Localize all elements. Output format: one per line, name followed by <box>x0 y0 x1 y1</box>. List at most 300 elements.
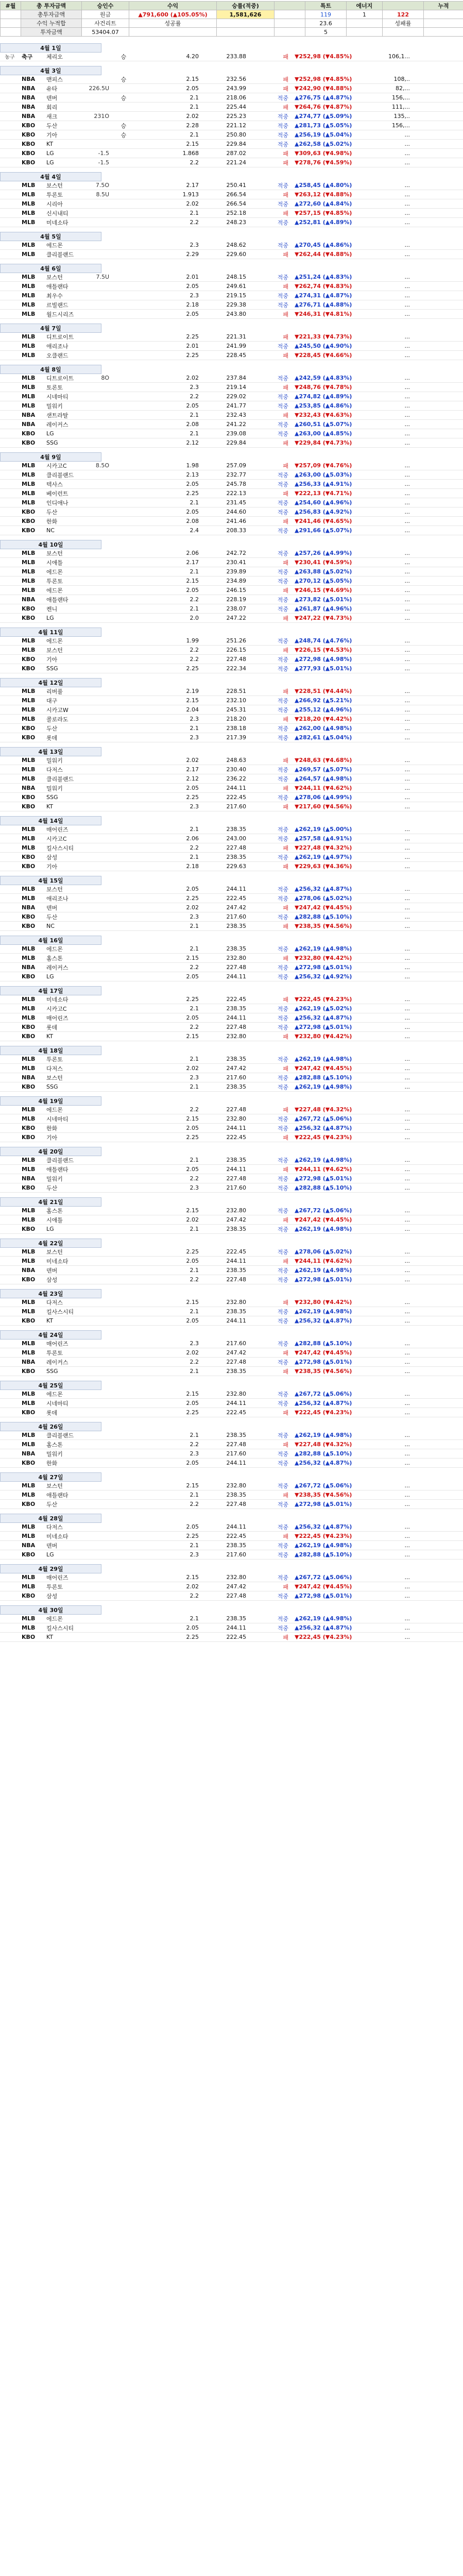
bet-cell-pick: 승 <box>121 94 127 101</box>
bet-cell-bl: ▼247,22 (▼4.73%) <box>295 615 352 621</box>
bet-cell-ac: ... <box>404 1523 410 1530</box>
bet-cell-ac: ... <box>404 886 410 892</box>
bet-cell-bl: ▲262,19 (▲4.98%) <box>295 945 352 952</box>
bet-cell-od: 2.3 <box>190 384 199 391</box>
bet-cell-rs: 적중 <box>277 1175 288 1182</box>
bet-cell-lg: MLB <box>22 647 36 653</box>
bet-cell-team: 매어린즈 <box>46 1014 68 1022</box>
bet-cell-st: 227.48 <box>226 1106 246 1113</box>
summary-cell <box>217 28 275 37</box>
summary-header-cell <box>383 2 424 10</box>
bet-cell-team: LG <box>46 1551 54 1558</box>
bet-cell-lg: MLB <box>22 637 36 644</box>
bet-cell-st: 257.09 <box>226 462 246 469</box>
date-header-row <box>0 748 463 756</box>
bet-cell-bl: ▼262,74 (▼4.83%) <box>295 283 352 290</box>
bet-cell-lg: KBO <box>22 1592 36 1599</box>
bet-cell-team: 롯데 <box>46 734 58 741</box>
page <box>0 1 463 1652</box>
bet-row <box>0 1573 463 1582</box>
bet-row <box>0 1082 463 1092</box>
bet-cell-team: 에드몬 <box>46 1615 63 1622</box>
date-section <box>0 66 463 167</box>
bet-cell-lg: MLB <box>22 1299 36 1306</box>
bet-cell-st: 244.11 <box>226 785 246 791</box>
bet-row <box>0 1541 463 1550</box>
bet-cell-ac: ... <box>404 1083 410 1090</box>
bet-row <box>0 498 463 507</box>
bet-cell-bl: ▲256,19 (▲5.04%) <box>295 131 352 138</box>
bet-cell-st: 246.15 <box>226 587 246 594</box>
date-header-row <box>0 987 463 995</box>
bet-cell-rs: 적중 <box>277 122 288 129</box>
bet-cell-rs: 적중 <box>277 1207 288 1214</box>
bet-cell-lg: KBO <box>22 1184 36 1191</box>
bet-cell-st: 221.12 <box>226 122 246 129</box>
bet-cell-st: 227.48 <box>226 964 246 971</box>
bet-cell-bl: ▲270,45 (▲4.86%) <box>295 242 352 248</box>
bet-cell-lg: KBO <box>22 665 36 672</box>
bet-row <box>0 351 463 360</box>
bet-cell-bl: ▲276,71 (▲4.88%) <box>295 301 352 308</box>
bet-cell-ac: ... <box>404 159 410 166</box>
summary-cell <box>217 19 275 28</box>
bet-cell-ac: ... <box>404 200 410 207</box>
bet-cell-ac: ... <box>404 242 410 248</box>
bet-cell-od: 2.05 <box>186 1400 199 1406</box>
bet-cell-bl: ▼222,45 (▼4.23%) <box>295 1634 352 1640</box>
bet-cell-od: 2.29 <box>186 251 199 258</box>
bet-cell-team: 레이커스 <box>46 421 68 428</box>
date-label: 4월 13일 <box>0 747 101 756</box>
bet-cell-bl: ▲256,32 (▲4.87%) <box>295 1460 352 1466</box>
bet-cell-lg: MLB <box>22 1258 36 1264</box>
bet-cell-st: 244.11 <box>226 1624 246 1631</box>
bet-cell-team: 시카고C <box>46 835 67 842</box>
bet-cell-od: 2.1 <box>190 1615 199 1622</box>
bet-cell-ac: ... <box>404 1166 410 1173</box>
summary-cell <box>424 10 463 19</box>
bet-cell-rs: 적중 <box>277 421 288 428</box>
bet-cell-team: 에드몬 <box>46 568 63 575</box>
bet-row <box>0 646 463 655</box>
bet-cell-bl: ▲282,88 (▲5.10%) <box>295 1450 352 1457</box>
bet-cell-lg: MLB <box>22 1492 36 1498</box>
bet-cell-od: 2.17 <box>186 182 199 189</box>
bet-cell-bl: ▲262,19 (▲4.98%) <box>295 1056 352 1062</box>
bet-cell-rs: 적중 <box>277 182 288 189</box>
bet-cell-od: 2.1 <box>190 499 199 506</box>
date-label: 4월 6일 <box>0 264 101 273</box>
bet-cell-od: 2.13 <box>186 471 199 478</box>
bet-cell-team: 삼성 <box>46 1592 58 1600</box>
bet-cell-od: 2.1 <box>190 1492 199 1498</box>
bet-cell-ac: ... <box>404 587 410 594</box>
bet-cell-lg: MLB <box>22 955 36 961</box>
bet-cell-od: 2.25 <box>186 1409 199 1416</box>
bet-cell-st: 248.23 <box>226 219 246 226</box>
bet-row <box>0 130 463 140</box>
bet-cell-team: 킬사스시티 <box>46 1308 74 1315</box>
bet-cell-st: 227.48 <box>226 1359 246 1365</box>
bet-cell-bl: ▼242,90 (▼4.88%) <box>295 85 352 92</box>
bet-cell-lg: MLB <box>22 1065 36 1072</box>
bet-cell-bl: ▲291,66 (▲5.07%) <box>295 527 352 534</box>
bet-cell-od: 2.05 <box>186 85 199 92</box>
bet-cell-team: 에드몬 <box>46 587 63 594</box>
bet-cell-od: 2.15 <box>186 955 199 961</box>
bet-cell-team: 기아 <box>46 863 58 870</box>
bet-cell-team: LG <box>46 430 54 437</box>
bet-cell-ac: ... <box>404 481 410 487</box>
date-section <box>0 453 463 535</box>
bet-cell-team: 홈스톤 <box>46 1207 63 1214</box>
bet-cell-ac: ... <box>404 945 410 952</box>
bet-cell-od: 2.1 <box>190 1226 199 1232</box>
bet-cell-st: 244.11 <box>226 973 246 980</box>
bet-cell-od: 2.3 <box>190 1184 199 1191</box>
bet-cell-rs: 적중 <box>277 1460 288 1467</box>
bet-cell-od: 2.1 <box>190 945 199 952</box>
bet-cell-rs: 적중 <box>277 94 288 101</box>
bet-cell-st: 219.14 <box>226 384 246 391</box>
bet-cell-lg: KBO <box>22 863 36 870</box>
bet-cell-team: 다저스 <box>46 1065 63 1072</box>
bet-cell-st: 233.88 <box>226 53 246 60</box>
bet-cell-ac: ... <box>404 1005 410 1012</box>
date-label: 4월 17일 <box>0 986 101 995</box>
date-label: 4월 29일 <box>0 1564 101 1573</box>
bet-row <box>0 1459 463 1468</box>
bet-cell-rs: 적중 <box>277 766 288 773</box>
bet-cell-od: 2.25 <box>186 794 199 801</box>
bet-cell-lg: NBA <box>22 94 36 101</box>
bet-cell-ac: ... <box>404 402 410 409</box>
bet-cell-bl: ▼247,42 (▼4.45%) <box>295 904 352 911</box>
bet-cell-rs: 적중 <box>277 1248 288 1256</box>
bet-cell-od: 2.1 <box>190 1267 199 1274</box>
bet-cell-st: 218.20 <box>226 716 246 722</box>
date-label: 4월 8일 <box>0 365 101 374</box>
bet-cell-team: 새크 <box>46 113 58 120</box>
summary-cell <box>275 28 305 37</box>
bet-cell-ac: ... <box>404 1460 410 1466</box>
bet-cell-rs: 적중 <box>277 141 288 148</box>
bet-cell-lg: MLB <box>22 1207 36 1214</box>
bet-cell-od: 2.1 <box>190 568 199 575</box>
bet-cell-st: 227.48 <box>226 1592 246 1599</box>
bet-cell-ac: 135,.. <box>393 113 410 120</box>
bet-cell-team: 애틀랜타 <box>46 1492 68 1499</box>
bet-cell-team: 홈스톤 <box>46 955 63 962</box>
bet-cell-team: 매어린즈 <box>46 1340 68 1347</box>
date-header-row <box>0 1606 463 1614</box>
bet-cell-ac: ... <box>404 568 410 575</box>
bet-cell-bl: ▼262,44 (▼4.88%) <box>295 251 352 258</box>
bet-row <box>0 342 463 351</box>
bet-cell-lg: MLB <box>22 1056 36 1062</box>
summary-cell: 5 <box>305 28 347 37</box>
bet-cell-team: KT <box>46 141 54 147</box>
bet-cell-ac: 106,1... <box>388 53 410 60</box>
bet-row <box>0 724 463 733</box>
bet-cell-lg: MLB <box>22 292 36 299</box>
bet-row <box>0 1266 463 1275</box>
bet-cell-st: 217.60 <box>226 1340 246 1347</box>
bet-cell-st: 238.35 <box>226 1005 246 1012</box>
date-section <box>0 232 463 259</box>
bet-cell-team: 투론토 <box>46 1349 63 1357</box>
bet-cell-ac: ... <box>404 923 410 929</box>
date-label: 4월 18일 <box>0 1046 101 1055</box>
bet-cell-ac: ... <box>404 1492 410 1498</box>
date-section <box>0 748 463 811</box>
bet-cell-lg: MLB <box>22 1106 36 1113</box>
bet-cell-lg: MLB <box>22 1432 36 1438</box>
bet-cell-st: 248.15 <box>226 274 246 280</box>
bet-cell-rs: 패 <box>283 333 288 341</box>
bet-cell-team: SSG <box>46 794 58 801</box>
bet-cell-od: 2.02 <box>186 113 199 120</box>
bet-cell-ac: ... <box>404 1615 410 1622</box>
bet-cell-ac: ... <box>404 1359 410 1365</box>
bet-cell-bl: ▲270,12 (▲5.05%) <box>295 578 352 584</box>
bet-cell-ac: ... <box>404 141 410 147</box>
bet-cell-bl: ▼222,45 (▼4.23%) <box>295 1533 352 1539</box>
bet-cell-ac: ... <box>404 393 410 400</box>
bet-cell-bl: ▲278,06 (▲5.02%) <box>295 1248 352 1255</box>
bet-cell-od: 2.1 <box>190 1083 199 1090</box>
bet-row <box>0 1449 463 1459</box>
bet-cell-od: 2.1 <box>190 94 199 101</box>
bet-cell-ac: ... <box>404 1592 410 1599</box>
bet-cell-bl: ▼222,45 (▼4.23%) <box>295 1134 352 1141</box>
bet-cell-team: 투론토 <box>46 1056 63 1063</box>
bet-cell-lg: NBA <box>22 421 36 428</box>
bet-cell-rs: 패 <box>283 1258 288 1265</box>
bet-cell-hc: -1.5 <box>98 159 109 166</box>
bet-cell-lg: MLB <box>22 1340 36 1347</box>
bet-row <box>0 470 463 480</box>
bet-cell-bl: ▲282,88 (▲5.10%) <box>295 1074 352 1081</box>
date-label: 4월 23일 <box>0 1289 101 1298</box>
bet-cell-od: 2.05 <box>186 1258 199 1264</box>
bet-cell-rs: 패 <box>283 150 288 157</box>
bet-cell-team: 투론토 <box>46 1583 63 1590</box>
bet-cell-lg: MLB <box>22 384 36 391</box>
bet-cell-st: 217.60 <box>226 803 246 810</box>
bet-cell-od: 2.05 <box>186 886 199 892</box>
bet-cell-ac: ... <box>404 1175 410 1182</box>
bet-row <box>0 1550 463 1560</box>
bet-cell-st: 237.84 <box>226 375 246 381</box>
bet-cell-lg: MLB <box>22 471 36 478</box>
date-label: 4월 27일 <box>0 1472 101 1482</box>
bet-cell-st: 243.80 <box>226 311 246 317</box>
bet-cell-od: 1.913 <box>182 191 199 198</box>
bet-cell-rs: 패 <box>283 1533 288 1540</box>
bet-cell-ac: ... <box>404 1207 410 1214</box>
bet-cell-lg: KBO <box>22 913 36 920</box>
bet-cell-bl: ▼241,46 (▼4.65%) <box>295 518 352 524</box>
bet-cell-team: KT <box>46 1317 54 1324</box>
bet-row <box>0 912 463 922</box>
bet-cell-st: 244.11 <box>226 1317 246 1324</box>
bet-cell-st: 245.78 <box>226 481 246 487</box>
bet-cell-ac: ... <box>404 1450 410 1457</box>
date-section <box>0 987 463 1041</box>
bet-cell-ac: ... <box>404 688 410 694</box>
bet-cell-st: 229.02 <box>226 393 246 400</box>
bet-cell-lg: KBO <box>22 131 36 138</box>
bet-cell-ac: ... <box>404 283 410 290</box>
summary-cell: 원금 <box>82 10 129 19</box>
date-header-row <box>0 1514 463 1522</box>
bet-cell-team: 보스턴 <box>46 1248 63 1256</box>
summary-row <box>1 10 463 19</box>
bet-cell-team: 보스턴 <box>46 647 63 654</box>
bet-cell-od: 2.2 <box>190 1441 199 1448</box>
summary-header-cell: 누적 <box>424 2 463 10</box>
bet-cell-team: 보스턴 <box>46 886 63 893</box>
bet-cell-rs: 적중 <box>277 895 288 902</box>
bet-cell-bl: ▲282,88 (▲5.10%) <box>295 1184 352 1191</box>
date-section <box>0 44 463 61</box>
bet-cell-rs: 패 <box>283 412 288 419</box>
bet-cell-rs: 패 <box>283 439 288 447</box>
bet-cell-ac: ... <box>404 1583 410 1590</box>
bet-cell-rs: 적중 <box>277 1432 288 1439</box>
bet-cell-bl: ▼222,45 (▼4.23%) <box>295 996 352 1003</box>
bet-cell-st: 241.99 <box>226 343 246 349</box>
bet-cell-ac: ... <box>404 725 410 732</box>
bet-cell-ac: ... <box>404 785 410 791</box>
bet-cell-team: 보스턴 <box>46 182 63 189</box>
bet-cell-rs: 적중 <box>277 826 288 833</box>
bet-cell-od: 2.06 <box>186 550 199 556</box>
bet-cell-rs: 패 <box>283 384 288 391</box>
bet-cell-st: 217.60 <box>226 1184 246 1191</box>
bet-cell-ac: ... <box>404 490 410 497</box>
bet-cell-team: 기아 <box>46 1134 58 1141</box>
bet-cell-st: 221.24 <box>226 159 246 166</box>
bet-cell-st: 222.45 <box>226 996 246 1003</box>
bet-row <box>0 1114 463 1124</box>
bet-cell-team: 한화 <box>46 1460 58 1467</box>
date-label: 4월 9일 <box>0 452 101 462</box>
bet-cell-rs: 적중 <box>277 1317 288 1325</box>
date-label: 4월 22일 <box>0 1239 101 1248</box>
bet-cell-bl: ▲262,19 (▲4.98%) <box>295 1157 352 1163</box>
bet-cell-st: 238.35 <box>226 1542 246 1549</box>
bet-cell-team: 롯데 <box>46 1024 58 1031</box>
bet-cell-team: 맨피스 <box>46 76 63 83</box>
bet-cell-st: 238.35 <box>226 1157 246 1163</box>
bet-cell-ac: ... <box>404 1634 410 1640</box>
date-label: 4월 24일 <box>0 1330 101 1340</box>
bet-cell-bl: ▼248,76 (▼4.78%) <box>295 384 352 391</box>
bet-cell-team: 애틀랜타 <box>46 596 68 603</box>
bet-row <box>0 461 463 470</box>
bet-cell-od: 2.02 <box>186 904 199 911</box>
bet-cell-team: LG <box>46 1226 54 1232</box>
bet-cell-rs: 적중 <box>277 430 288 437</box>
date-section <box>0 1290 463 1326</box>
bet-cell-od: 2.2 <box>190 1175 199 1182</box>
bet-cell-st: 241.22 <box>226 421 246 428</box>
bet-cell-team: 르빌랜드 <box>46 301 68 309</box>
bet-row <box>0 1206 463 1215</box>
bet-cell-ac: ... <box>404 1184 410 1191</box>
bet-row <box>0 894 463 903</box>
bet-cell-rs: 적중 <box>277 1157 288 1164</box>
bet-cell-ac: ... <box>404 895 410 902</box>
date-label: 4월 1일 <box>0 43 101 53</box>
bet-row <box>0 241 463 250</box>
bet-cell-rs: 패 <box>283 1065 288 1072</box>
bet-cell-st: 238.18 <box>226 725 246 732</box>
bet-row <box>0 332 463 342</box>
bet-cell-od: 2.1 <box>190 826 199 833</box>
bet-cell-od: 2.25 <box>186 1134 199 1141</box>
bet-cell-rs: 패 <box>283 104 288 111</box>
bet-cell-lg: MLB <box>22 1615 36 1622</box>
bet-cell-rs: 적중 <box>277 1024 288 1031</box>
bet-row <box>0 300 463 310</box>
bet-cell-rs: 적중 <box>277 1125 288 1132</box>
bet-cell-od: 2.05 <box>186 1166 199 1173</box>
summary-cell: 23.6 <box>305 19 347 28</box>
bet-cell-bl: ▼247,42 (▼4.45%) <box>295 1583 352 1590</box>
bet-cell-bl: ▲267,72 (▲5.06%) <box>295 1207 352 1214</box>
date-header-row <box>0 1565 463 1573</box>
bet-cell-st: 238.07 <box>226 605 246 612</box>
bet-cell-team: 다저스 <box>46 766 63 773</box>
bet-cell-rs: 적중 <box>277 1267 288 1274</box>
date-label: 4월 15일 <box>0 876 101 885</box>
bet-cell-team: 켄니 <box>46 605 58 613</box>
summary-cell <box>347 28 383 37</box>
bet-cell-rs: 적중 <box>277 131 288 139</box>
bet-cell-bl: ▲272,98 (▲4.98%) <box>295 656 352 663</box>
bet-cell-bl: ▲256,32 (▲4.92%) <box>295 973 352 980</box>
bet-cell-rs: 적중 <box>277 113 288 120</box>
bet-cell-od: 2.05 <box>186 481 199 487</box>
date-label: 4월 4일 <box>0 172 101 181</box>
bet-cell-st: 222.45 <box>226 1634 246 1640</box>
bet-cell-od: 2.02 <box>186 1583 199 1590</box>
bet-cell-bl: ▼309,63 (▼4.98%) <box>295 150 352 157</box>
bet-cell-lg: MLB <box>22 1308 36 1315</box>
date-label: 4월 10일 <box>0 540 101 549</box>
bet-row <box>0 1133 463 1142</box>
bet-cell-st: 229.60 <box>226 251 246 258</box>
bet-cell-od: 2.2 <box>190 159 199 166</box>
bet-cell-od: 2.28 <box>186 122 199 129</box>
bet-cell-st: 222.45 <box>226 1409 246 1416</box>
bet-cell-st: 239.08 <box>226 430 246 437</box>
bet-cell-ac: ... <box>404 1248 410 1255</box>
bet-cell-st: 232.80 <box>226 1115 246 1122</box>
summary-cell: 122 <box>383 10 424 19</box>
bet-row <box>0 181 463 190</box>
bet-cell-ac: ... <box>404 734 410 741</box>
date-header-row <box>0 1473 463 1481</box>
bet-cell-ac: ... <box>404 311 410 317</box>
bet-row <box>0 1225 463 1234</box>
bet-cell-lg: MLB <box>22 1166 36 1173</box>
bet-row <box>0 1623 463 1633</box>
